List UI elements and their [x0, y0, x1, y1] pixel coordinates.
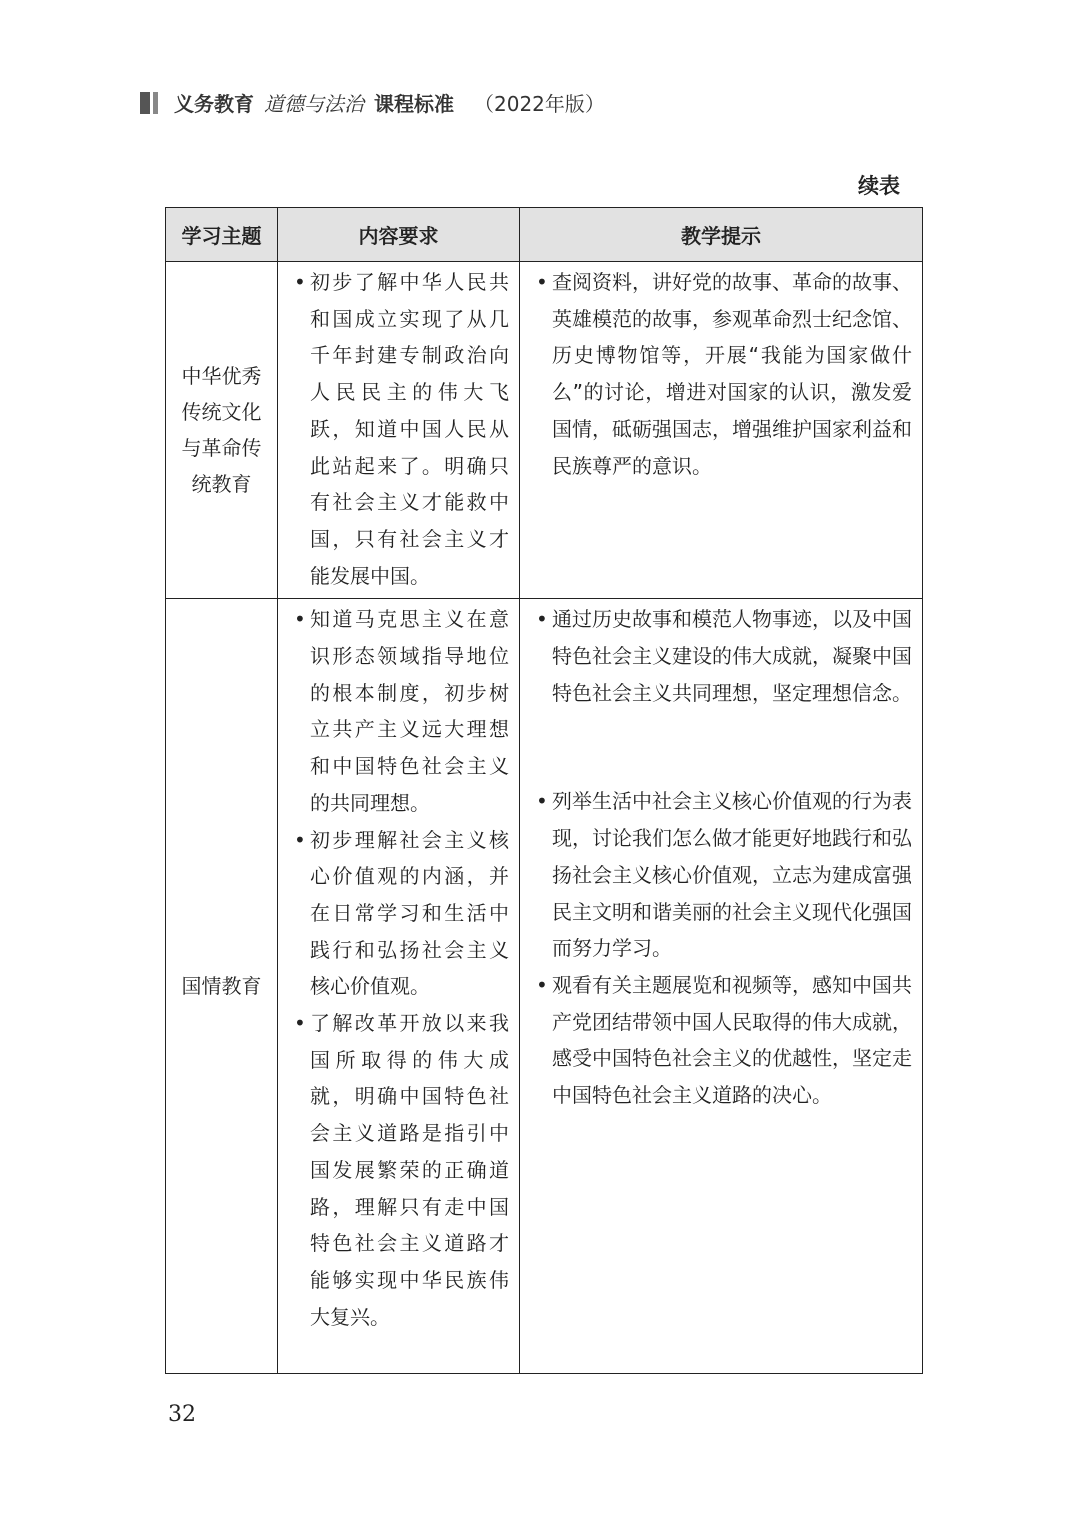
topic-cell: 国情教育 [166, 599, 278, 1374]
content-item: • 知道马克思主义在意识形态领域指导地位的根本制度，初步树立共产主义远大理想和中国特色社会主义的共同理想。 [288, 601, 509, 821]
hint-cell [520, 599, 923, 1374]
hint-item: • 列举生活中社会主义核心价值观的行为表现，讨论我们怎么做才能更好地践行和弘扬社会主义核心价值观，立志为建成富强民主文明和谐美丽的社会主义现代化强国而努力学习。 [530, 783, 912, 967]
table-header-row [166, 208, 923, 262]
header-subject: 道德与法治 [264, 92, 364, 116]
content-cell [278, 599, 520, 1374]
content-item: • 了解改革开放以来我国所取得的伟大成就，明确中国特色社会主义道路是指引中国发展繁荣的正确道路，理解只有走中国特色社会主义道路才能够实现中华民族伟大复兴。 [288, 1005, 509, 1335]
table-row [166, 262, 923, 599]
header-standard: 课程标准 [374, 92, 454, 116]
running-header [140, 88, 605, 117]
curriculum-table [165, 207, 923, 1374]
header-edition: （2022年版） [474, 92, 605, 116]
header-topic: 学习主题 [166, 208, 278, 262]
page-number: 32 [168, 1402, 196, 1427]
hint-cell [520, 262, 923, 599]
header-hints: 教学提示 [520, 208, 923, 262]
header-content: 内容要求 [278, 208, 520, 262]
continued-label: 续表 [858, 174, 900, 198]
table-row [166, 599, 923, 1374]
header-series: 义务教育 [174, 92, 254, 116]
hint-item: • 通过历史故事和模范人物事迹，以及中国特色社会主义建设的伟大成就，凝聚中国特色社会主义共同理想，坚定理想信念。 [530, 601, 912, 711]
content-item: • 初步了解中华人民共和国成立实现了从几千年封建专制政治向人民民主的伟大飞跃，知道中国人民从此站起来了。明确只有社会主义才能救中国，只有社会主义才能发展中国。 [288, 264, 509, 594]
hint-item: • 观看有关主题展览和视频等，感知中国共产党团结带领中国人民取得的伟大成就，感受中国特色社会主义的优越性，坚定走中国特色社会主义道路的决心。 [530, 967, 912, 1114]
hint-item: • 查阅资料，讲好党的故事、革命的故事、英雄模范的故事，参观革命烈士纪念馆、历史博物馆等，开展“我能为国家做什么”的讨论，增进对国家的认识，激发爱国情，砥砺强国志，增强维护国家利益和民族尊严的意识。 [530, 264, 912, 484]
content-cell [278, 262, 520, 599]
topic-cell: 中华优秀传统文化与革命传统教育 [166, 262, 278, 599]
header-bars-icon [140, 92, 158, 114]
content-item: • 初步理解社会主义核心价值观的内涵，并在日常学习和生活中践行和弘扬社会主义核心价值观。 [288, 822, 509, 1006]
